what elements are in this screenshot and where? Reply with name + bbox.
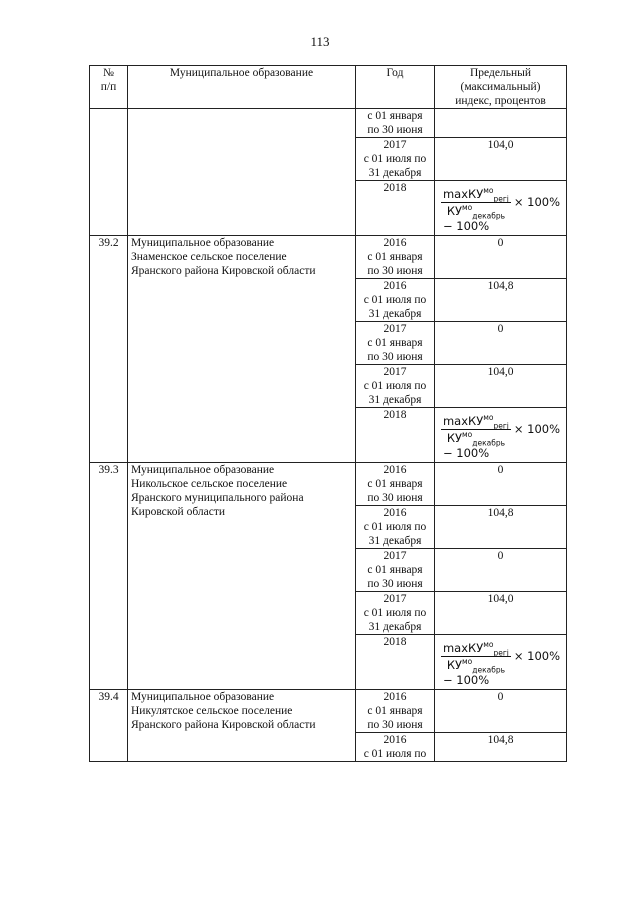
period-index xyxy=(435,408,567,463)
period-index: 0 xyxy=(435,236,567,279)
row-number xyxy=(90,109,128,236)
period-year: 2017 с 01 июля по 31 декабря xyxy=(356,592,435,635)
table-body xyxy=(90,109,567,762)
table-header-row xyxy=(90,66,567,109)
period-index xyxy=(435,181,567,236)
formula-times: × 100% xyxy=(513,649,561,663)
formula-numerator: maxКУ$^{мо}_{регj}$ xyxy=(442,186,509,204)
formula-fraction xyxy=(441,413,511,448)
formula-minus: − 100% xyxy=(442,219,490,233)
row-number: 39.4 xyxy=(90,690,128,762)
table-row xyxy=(90,236,567,279)
municipality-name: Муниципальное образование Знаменское сельское поселение Яранского района Кировской области xyxy=(128,236,356,463)
header-municipality: Муниципальное образование xyxy=(128,66,356,109)
header-year: Год xyxy=(356,66,435,109)
period-index xyxy=(435,635,567,690)
period-index: 104,8 xyxy=(435,506,567,549)
period-index: 104,8 xyxy=(435,733,567,762)
table-row xyxy=(90,463,567,506)
period-year: 2018 xyxy=(356,408,435,463)
period-index xyxy=(435,109,567,138)
formula-minus: − 100% xyxy=(442,446,490,460)
header-number: № п/п xyxy=(90,66,128,109)
formula-minus: − 100% xyxy=(442,673,490,687)
formula-fraction xyxy=(441,640,511,675)
row-number: 39.2 xyxy=(90,236,128,463)
header-index: Предельный (максимальный) индекс, процентов xyxy=(435,66,567,109)
formula-fraction xyxy=(441,186,511,221)
formula-denominator: $КУ^{мо}_{декабрь}$ xyxy=(446,430,505,448)
period-year: 2016 с 01 января по 30 июня xyxy=(356,463,435,506)
table-row xyxy=(90,690,567,733)
period-year: 2018 xyxy=(356,181,435,236)
period-index: 104,0 xyxy=(435,365,567,408)
period-index: 0 xyxy=(435,463,567,506)
municipality-name: Муниципальное образование Никулятское сельское поселение Яранского района Кировской области xyxy=(128,690,356,762)
formula-times: × 100% xyxy=(513,422,561,436)
period-year: 2016 с 01 июля по xyxy=(356,733,435,762)
period-year: 2017 с 01 января по 30 июня xyxy=(356,322,435,365)
period-index: 104,8 xyxy=(435,279,567,322)
row-number: 39.3 xyxy=(90,463,128,690)
period-year: 2016 с 01 июля по 31 декабря xyxy=(356,279,435,322)
formula-numerator: maxКУ$^{мо}_{регj}$ xyxy=(442,640,509,658)
formula-numerator: maxКУ$^{мо}_{регj}$ xyxy=(442,413,509,431)
period-index: 0 xyxy=(435,549,567,592)
period-year: 2017 с 01 января по 30 июня xyxy=(356,549,435,592)
formula-times: × 100% xyxy=(513,195,561,209)
period-index: 104,0 xyxy=(435,592,567,635)
index-formula xyxy=(438,408,563,462)
tariff-index-table xyxy=(89,65,567,762)
period-year: с 01 января по 30 июня xyxy=(356,109,435,138)
formula-denominator: $КУ^{мо}_{декабрь}$ xyxy=(446,657,505,675)
period-index: 0 xyxy=(435,322,567,365)
table-row xyxy=(90,109,567,138)
period-year: 2017 с 01 июля по 31 декабря xyxy=(356,365,435,408)
period-year: 2016 с 01 января по 30 июня xyxy=(356,236,435,279)
period-index: 0 xyxy=(435,690,567,733)
page-number: 113 xyxy=(310,34,330,49)
formula-denominator: $КУ^{мо}_{декабрь}$ xyxy=(446,203,505,221)
municipality-name: Муниципальное образование Никольское сельское поселение Яранского муниципального района Кировской области xyxy=(128,463,356,690)
period-year: 2016 с 01 января по 30 июня xyxy=(356,690,435,733)
period-year: 2017 с 01 июля по 31 декабря xyxy=(356,138,435,181)
municipality-name xyxy=(128,109,356,236)
period-year: 2016 с 01 июля по 31 декабря xyxy=(356,506,435,549)
index-formula xyxy=(438,181,563,235)
period-index: 104,0 xyxy=(435,138,567,181)
index-formula xyxy=(438,635,563,689)
period-year: 2018 xyxy=(356,635,435,690)
